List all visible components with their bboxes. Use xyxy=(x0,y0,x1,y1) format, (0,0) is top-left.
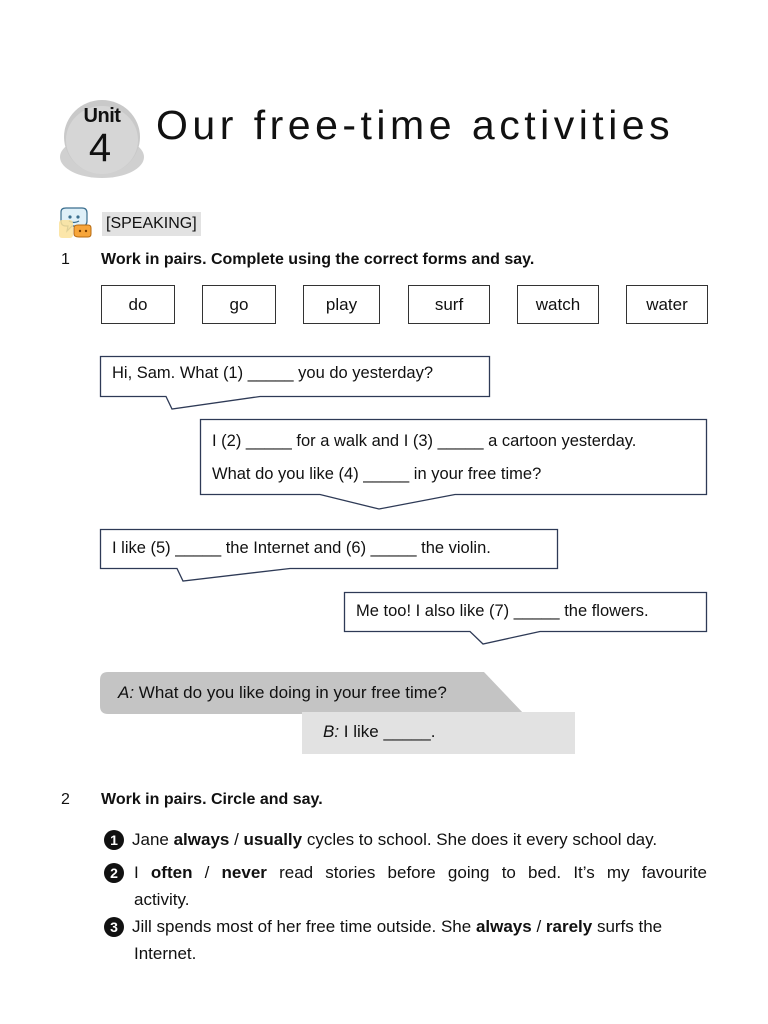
speaker-b: B: xyxy=(323,722,340,741)
model-text-a: What do you like doing in your free time? xyxy=(134,683,447,702)
option-always[interactable]: always xyxy=(173,830,230,849)
model-line-b xyxy=(323,722,435,742)
item-number: 3 xyxy=(104,917,124,937)
word-box: water xyxy=(626,285,708,324)
word-box: play xyxy=(303,285,380,324)
word-box: surf xyxy=(408,285,490,324)
option-never[interactable]: never xyxy=(221,863,267,882)
unit-label: Unit xyxy=(83,105,121,127)
sentence-2-line-1: I often / never read stories before going to bed. It’s my favourite xyxy=(134,863,707,882)
option-always[interactable]: always xyxy=(475,917,532,936)
model-text-b: I like _____. xyxy=(339,722,436,741)
sentence-1: Jane always / usually cycles to school. She does it every school day. xyxy=(132,830,658,849)
dialogue-line: Me too! I also like (7) _____ the flowers. xyxy=(356,602,649,620)
exercise-number: 2 xyxy=(61,791,70,808)
word-box: go xyxy=(202,285,276,324)
word-box: do xyxy=(101,285,175,324)
exercise-instruction: Work in pairs. Circle and say. xyxy=(101,791,323,808)
sentence-3-line-1: Jill spends most of her free time outside. She always / rarely surfs the xyxy=(132,917,663,936)
dialogue-line: I (2) _____ for a walk and I (3) _____ a cartoon yesterday. xyxy=(212,432,637,450)
dialogue-line: What do you like (4) _____ in your free time? xyxy=(212,465,542,483)
exercise-instruction: Work in pairs. Complete using the correct forms and say. xyxy=(101,251,535,268)
exercise-number: 1 xyxy=(61,251,70,268)
item-number: 1 xyxy=(104,830,124,850)
dialogue-line: Hi, Sam. What (1) _____ you do yesterday? xyxy=(112,364,433,382)
section-tag: [SPEAKING] xyxy=(102,212,201,236)
page-title: Our free-time activities xyxy=(156,102,675,148)
model-line-a xyxy=(118,683,447,703)
dialogue-line: I like (5) _____ the Internet and (6) _____ the violin. xyxy=(112,539,491,557)
option-usually[interactable]: usually xyxy=(243,830,303,849)
sentence-2-line-2: activity. xyxy=(134,890,190,909)
speaker-a: A: xyxy=(118,683,135,702)
option-often[interactable]: often xyxy=(150,863,193,882)
item-number: 2 xyxy=(104,863,124,883)
sentence-3-line-2: Internet. xyxy=(134,944,197,963)
option-rarely[interactable]: rarely xyxy=(545,917,593,936)
unit-number: 4 xyxy=(88,126,112,170)
word-box: watch xyxy=(517,285,599,324)
